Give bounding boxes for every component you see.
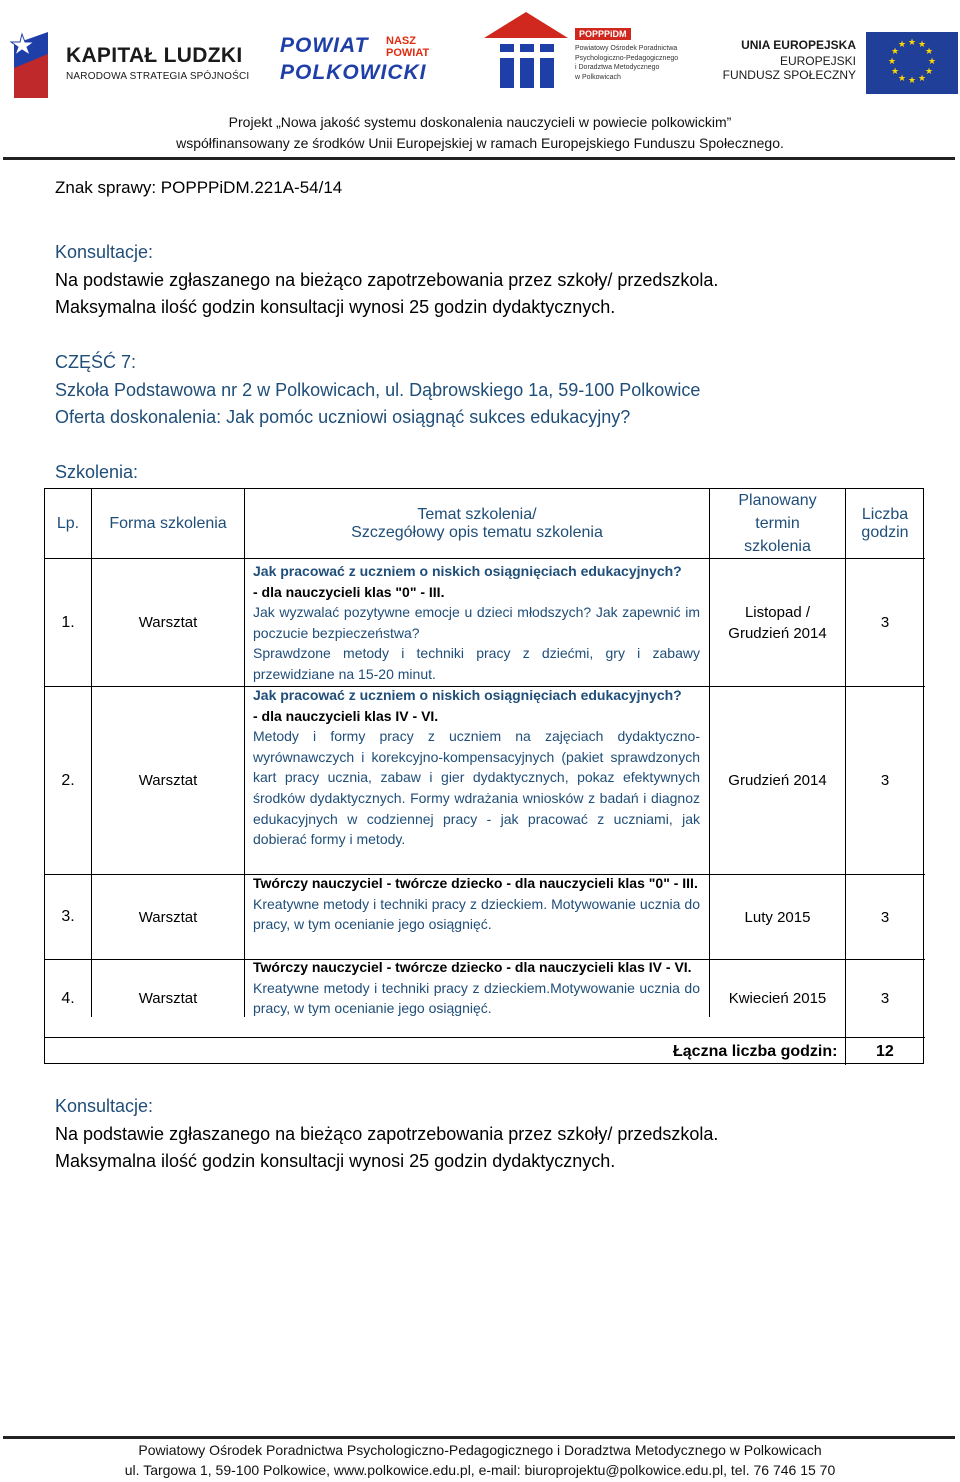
popppidm-logo-icon	[480, 8, 572, 94]
svg-text:★: ★	[924, 67, 934, 77]
trainings-heading: Szkolenia:	[55, 462, 139, 482]
eu-logo	[722, 32, 960, 96]
col-header-hours: Liczba godzin	[861, 505, 909, 541]
col-header-term: Planowany termin szkolenia	[738, 492, 817, 555]
reference-number: Znak sprawy: POPPPiDM.221A-54/14	[55, 178, 343, 197]
powiat-logo-tag: NASZ POWIAT	[386, 35, 430, 59]
eu-logo-line3: FUNDUSZ SPOŁECZNY	[722, 68, 856, 82]
consult-bottom-line2: Maksymalna ilość godzin konsultacji wynosi 25 godzin dydaktycznych.	[55, 1151, 616, 1171]
kapital-ludzki-subtitle: NARODOWA STRATEGIA SPÓJNOŚCI	[66, 71, 250, 82]
col-header-form: Forma szkolenia	[109, 514, 227, 532]
part-heading: CZĘŚĆ 7:	[55, 352, 137, 372]
popppidm-logo-desc: Powiatowy Ośrodek Poradnictwa Psychologiczno-Pedagogicznego i Doradztwa Metodycznego w Polkowicach	[575, 45, 679, 81]
svg-text:★: ★	[924, 47, 934, 57]
row2-description: Jak pracować z uczniem o niskich osiągnięciach edukacyjnych? - dla nauczycieli klas IV - VI. Metody i formy pracy z uczniem na zajęciach dydaktyczno-wyrównawczych i korekcyjno-kompensacyjnych (pakiet sprawdzonych kart pracy ucznia, zabaw i gier dydaktycznych, pokaz efektywnych środków dydaktycznych. Formy wdrażania wniosków z badań i diagnoz edukacyjnych w codziennej pracy - jak pracować z uczniami, jak dobierać formy i metody.	[253, 687, 700, 848]
svg-text:★: ★	[890, 67, 900, 77]
row4-term: Kwiecień 2015	[728, 990, 827, 1007]
consult-bottom-line1: Na podstawie zgłaszanego na bieżąco zapotrzebowania przez szkoły/ przedszkola.	[55, 1124, 719, 1144]
row2-lp: 2.	[61, 771, 75, 789]
row2-term: Grudzień 2014	[728, 772, 827, 789]
svg-text:★: ★	[917, 40, 927, 50]
svg-text:★: ★	[897, 74, 907, 84]
row1-description: Jak pracować z uczniem o niskich osiągnięciach edukacyjnych? - dla nauczycieli klas "0" - III. Jak wyzwalać pozytywne emocje u dzieci młodszych? Jak zapewnić im poczucie bezpieczeństwa? Sprawdzone metody i techniki pracy z dziećmi, gry i zabawy przewidziane na 15-20 minut.	[253, 563, 700, 682]
powiat-logo-line1: POWIAT	[280, 34, 369, 57]
svg-text:★: ★	[927, 57, 937, 67]
popppidm-logo	[480, 8, 680, 94]
trainings-table	[44, 488, 924, 1064]
footer-line-1: Powiatowy Ośrodek Poradnictwa Psychologiczno-Pedagogicznego i Doradztwa Metodycznego w Polkowicach	[138, 1442, 822, 1458]
svg-text:★: ★	[887, 57, 897, 67]
svg-text:★: ★	[907, 38, 917, 48]
row4-description: Twórczy nauczyciel - twórcze dziecko - dla nauczycieli klas IV - VI. Kreatywne metody i techniki pracy z dzieckiem.Motywowanie ucznia do pracy, w tym ocenianie jego osiągnięć.	[253, 959, 700, 1017]
row1-hours: 3	[880, 614, 890, 631]
row2-hours: 3	[880, 772, 890, 789]
project-line-2: współfinansowany ze środków Unii Europejskiej w ramach Europejskiego Funduszu Społecznego.	[176, 135, 784, 151]
popppidm-logo-name: POPPPiDM	[575, 28, 631, 40]
footer-divider	[3, 1436, 955, 1439]
header-divider	[3, 157, 955, 160]
row3-term: Luty 2015	[744, 908, 811, 926]
svg-text:★: ★	[890, 47, 900, 57]
row1-term: Listopad / Grudzień 2014	[728, 603, 827, 642]
kapital-ludzki-title: KAPITAŁ LUDZKI	[66, 44, 243, 67]
row4-form: Warsztat	[138, 990, 198, 1007]
svg-text:★: ★	[917, 74, 927, 84]
powiat-logo-line2: POLKOWICKI	[280, 61, 427, 84]
consult-bottom-heading: Konsultacje:	[55, 1096, 154, 1116]
row4-hours: 3	[880, 990, 890, 1007]
row3-description: Twórczy nauczyciel - twórcze dziecko - dla nauczycieli klas "0" - III. Kreatywne metody i techniki pracy z dzieckiem. Motywowanie ucznia do pracy, w tym ocenianie jego osiągnięć.	[253, 875, 700, 933]
total-hours-value: 12	[876, 1043, 894, 1060]
svg-text:★: ★	[907, 76, 917, 86]
svg-text:★: ★	[897, 40, 907, 50]
part-school: Szkoła Podstawowa nr 2 w Polkowicach, ul. Dąbrowskiego 1a, 59-100 Polkowice	[55, 380, 701, 400]
row1-lp: 1.	[61, 613, 75, 631]
eu-logo-line2: EUROPEJSKI	[779, 54, 856, 68]
row1-form: Warsztat	[138, 614, 198, 631]
kapital-ludzki-logo	[8, 22, 248, 102]
consult-top-heading: Konsultacje:	[55, 242, 154, 262]
kapital-ludzki-logo-icon	[8, 24, 54, 100]
footer-line-2: ul. Targowa 1, 59-100 Polkowice, www.polkowice.edu.pl, e-mail: biuroprojektu@polkowice.edu.pl, tel. 76 746 15 70	[124, 1462, 836, 1478]
row3-form: Warsztat	[138, 908, 198, 926]
row4-lp: 4.	[61, 989, 75, 1007]
col-header-topic: Temat szkolenia/ Szczegółowy opis tematu szkolenia	[351, 505, 603, 541]
row2-form: Warsztat	[138, 772, 198, 789]
row3-hours: 3	[880, 908, 890, 926]
eu-flag-icon	[866, 32, 958, 94]
total-hours-label: Łączna liczba godzin:	[673, 1043, 838, 1060]
part-offer: Oferta doskonalenia: Jak pomóc uczniowi osiągnąć sukces edukacyjny?	[55, 407, 631, 427]
consult-top-line1: Na podstawie zgłaszanego na bieżąco zapotrzebowania przez szkoły/ przedszkola.	[55, 270, 719, 290]
row3-lp: 3.	[61, 908, 75, 925]
eu-logo-line1: UNIA EUROPEJSKA	[741, 38, 856, 52]
col-header-lp: Lp.	[56, 514, 80, 532]
project-line-1: Projekt „Nowa jakość systemu doskonalenia nauczycieli w powiecie polkowickim”	[228, 114, 732, 130]
powiat-polkowicki-logo	[280, 32, 440, 88]
consult-top-line2: Maksymalna ilość godzin konsultacji wynosi 25 godzin dydaktycznych.	[55, 297, 616, 317]
